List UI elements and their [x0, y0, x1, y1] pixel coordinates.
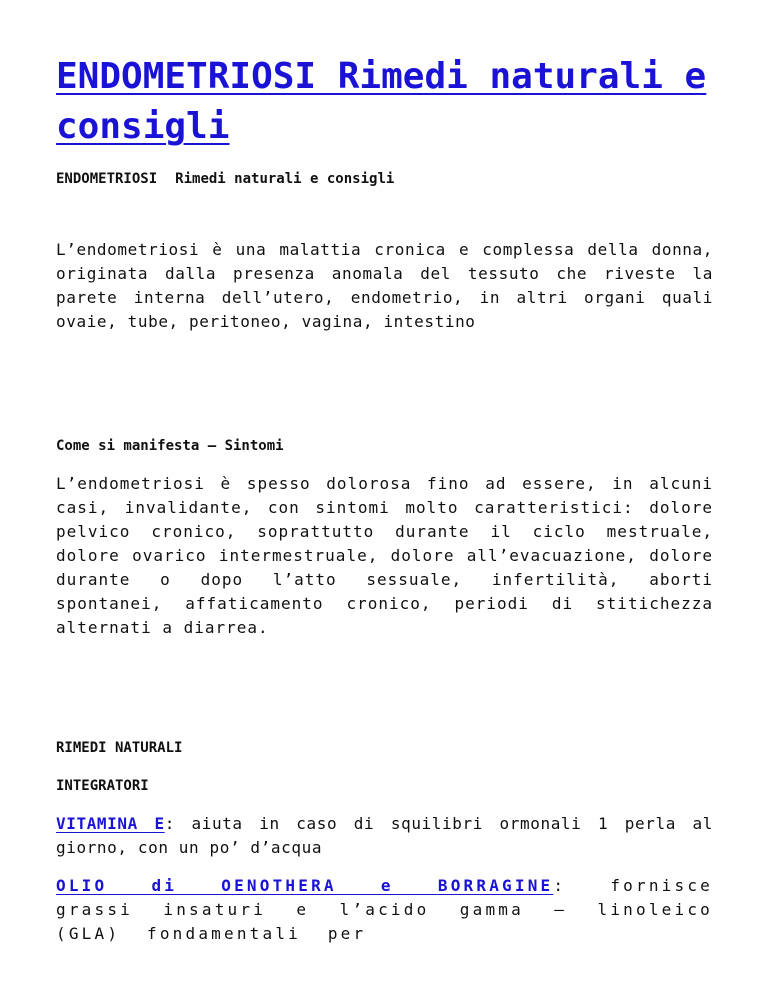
list-item: [56, 812, 713, 860]
subheading: [56, 166, 713, 192]
section-heading-rimedi: RIMEDI NATURALI: [56, 740, 183, 756]
list-item-text: : fornisce grassi insaturi e l’acido gamma – linoleico (GLA) fondamentali per: [56, 876, 714, 943]
page-title[interactable]: [56, 52, 713, 152]
olio-oenothera-link[interactable]: OLIO di OENOTHERA e BORRAGINE: [56, 876, 554, 895]
vitamina-e-link[interactable]: VITAMINA E: [56, 814, 165, 833]
subheading-left: ENDOMETRIOSI: [56, 171, 158, 187]
list-item: [56, 874, 713, 946]
list-item-text: : aiuta in caso di squilibri ormonali 1 perla al giorno, con un po’ d’acqua: [56, 814, 713, 857]
document-page: [56, 52, 713, 946]
sintomi-paragraph: L’endometriosi è spesso dolorosa fino ad essere, in alcuni casi, invalidante, con sintomi molto caratteristici: dolore pelvico cronico, soprattutto durante il ciclo mestruale, dolore ovarico intermestruale, dolore all’evacuazione, dolore durante o dopo l’atto sessuale, infertilità, aborti spontanei, affaticamento cronico, periodi di stitichezza alternati a diarrea.: [56, 474, 713, 637]
section-heading-sintomi: Come si manifesta – Sintomi: [56, 438, 284, 454]
section-heading-integratori: INTEGRATORI: [56, 778, 149, 794]
intro-paragraph: L’endometriosi è una malattia cronica e complessa della donna, originata dalla presenza anomala del tessuto che riveste la parete interna dell’utero, endometrio, in altri organi quali ovaie, tube, peritoneo, vagina, intestino: [56, 240, 713, 331]
title-link[interactable]: ENDOMETRIOSI Rimedi naturali e consigli: [56, 56, 707, 147]
subheading-right: Rimedi naturali e consigli: [175, 171, 395, 187]
